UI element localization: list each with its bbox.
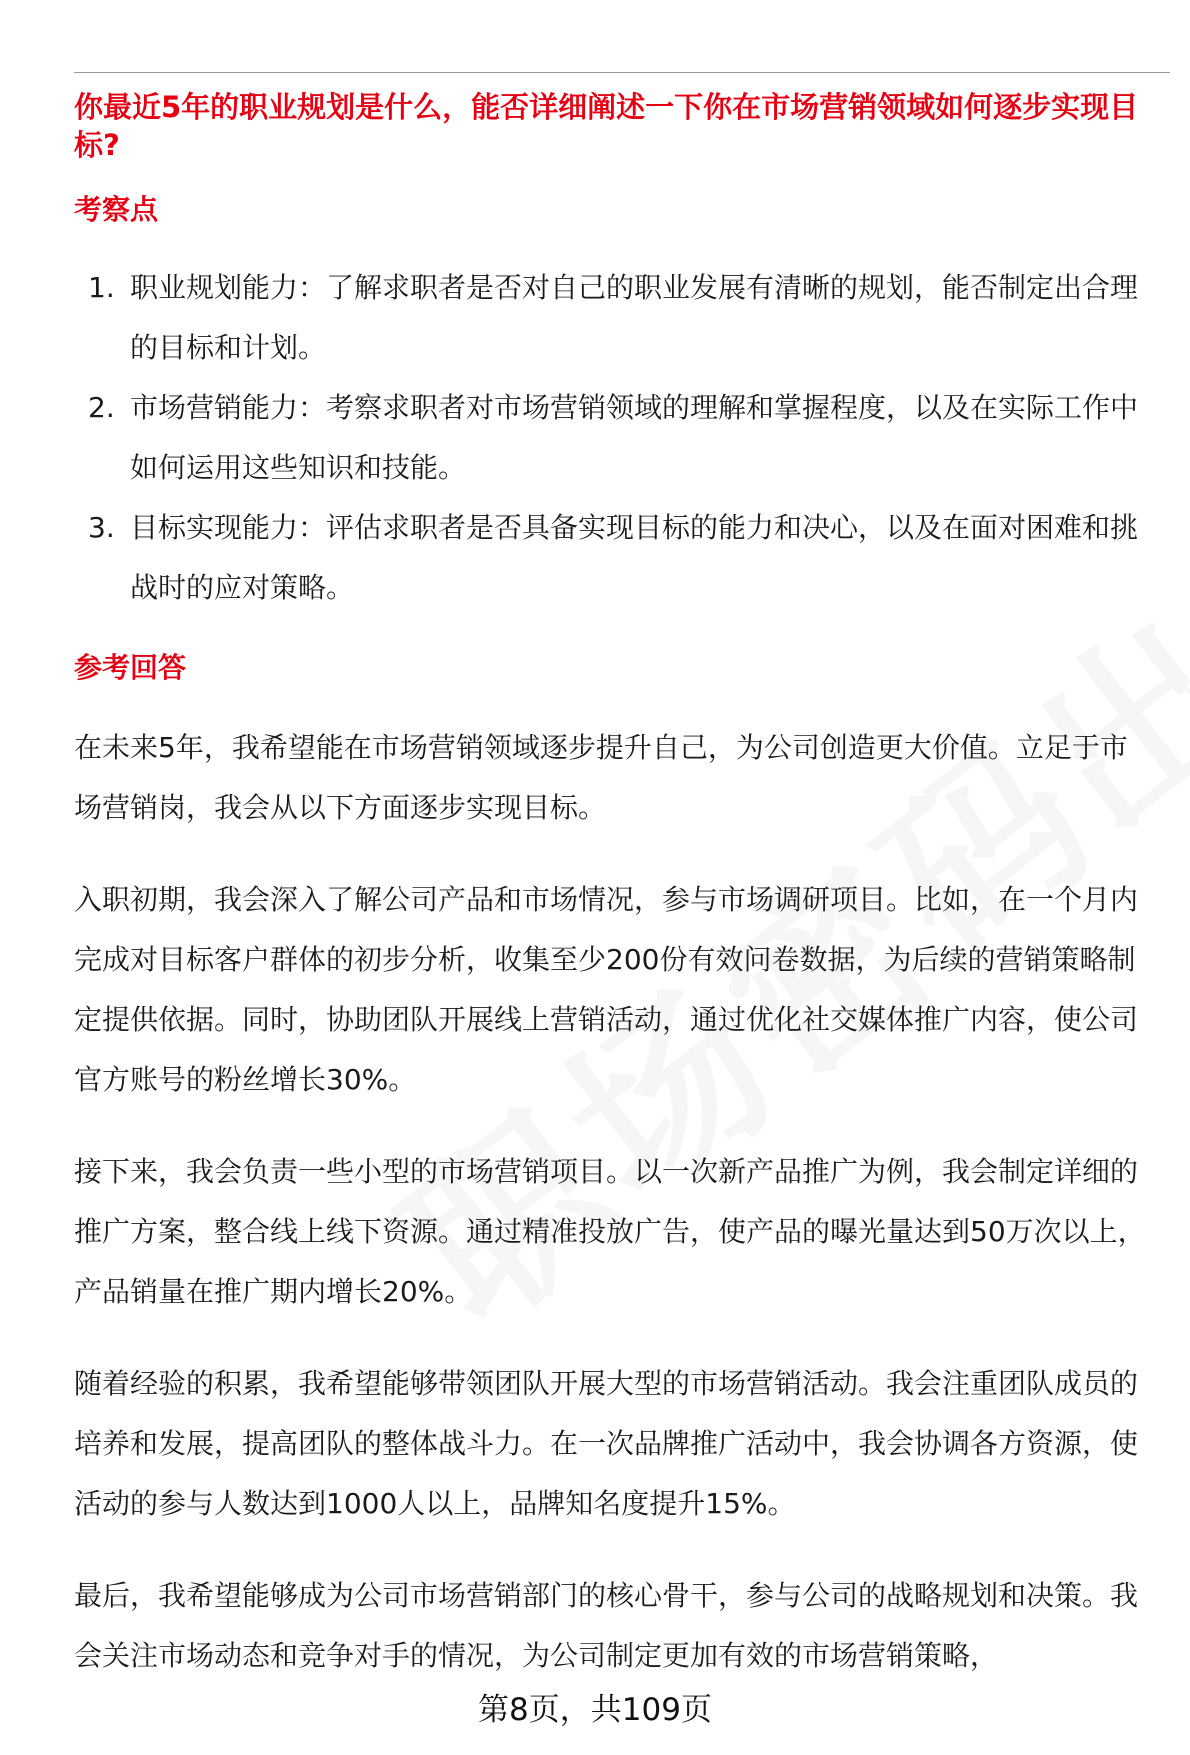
list-text: 目标实现能力：评估求职者是否具备实现目标的能力和决心，以及在面对困难和挑战时的应对策略。 — [130, 511, 1139, 604]
list-item — [74, 258, 1154, 378]
answer-paragraph: 随着经验的积累，我希望能够带领团队开展大型的市场营销活动。我会注重团队成员的培养和发展，提高团队的整体战斗力。在一次品牌推广活动中，我会协调各方资源，使活动的参与人数达到1000人以上，品牌知名度提升15%。 — [74, 1367, 1139, 1520]
section-heading-answer: 参考回答 — [74, 651, 187, 684]
page-footer: 第8页，共109页 — [478, 1692, 712, 1728]
points-list — [74, 258, 1154, 618]
answer-paragraph: 入职初期，我会深入了解公司产品和市场情况，参与市场调研项目。比如，在一个月内完成对目标客户群体的初步分析，收集至少200份有效问卷数据，为后续的营销策略制定提供依据。同时，协助团队开展线上营销活动，通过优化社交媒体推广内容，使公司官方账号的粉丝增长30%。 — [74, 883, 1139, 1096]
answer-paragraph: 最后，我希望能够成为公司市场营销部门的核心骨干，参与公司的战略规划和决策。我会关注市场动态和竞争对手的情况，为公司制定更加有效的市场营销策略， — [74, 1579, 1139, 1672]
answer-paragraph: 接下来，我会负责一些小型的市场营销项目。以一次新产品推广为例，我会制定详细的推广方案，整合线上线下资源。通过精准投放广告，使产品的曝光量达到50万次以上，产品销量在推广期内增长20%。 — [74, 1155, 1146, 1308]
list-item — [74, 378, 1154, 498]
answer-body — [74, 718, 1154, 1718]
list-number: 3. — [88, 511, 115, 544]
list-number: 1. — [88, 271, 115, 304]
list-text: 职业规划能力：了解求职者是否对自己的职业发展有清晰的规划，能否制定出合理的目标和计划。 — [130, 271, 1139, 364]
list-item — [74, 498, 1154, 618]
list-text: 市场营销能力：考察求职者对市场营销领域的理解和掌握程度，以及在实际工作中如何运用这些知识和技能。 — [130, 391, 1139, 484]
section-heading-points: 考察点 — [74, 193, 159, 226]
top-divider — [74, 72, 1170, 73]
answer-paragraph: 在未来5年，我希望能在市场营销领域逐步提升自己，为公司创造更大价值。立足于市场营销岗，我会从以下方面逐步实现目标。 — [74, 731, 1128, 824]
list-number: 2. — [88, 391, 115, 424]
question-title: 你最近5年的职业规划是什么，能否详细阐述一下你在市场营销领域如何逐步实现目标? — [74, 90, 1139, 162]
